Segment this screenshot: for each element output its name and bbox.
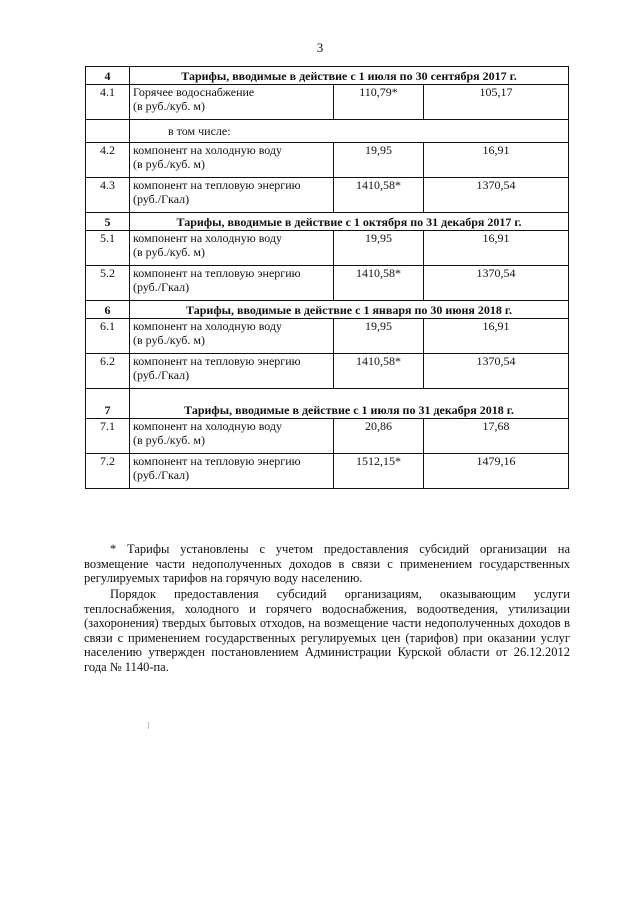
- description-line: (в руб./куб. м): [133, 333, 205, 347]
- row-description: [130, 231, 334, 266]
- tariff-row: [86, 319, 569, 354]
- tariff-row: [86, 454, 569, 489]
- tariff-value-1: 1512,15*: [334, 454, 424, 489]
- description-line: (руб./Гкал): [133, 192, 190, 206]
- row-description: [130, 354, 334, 389]
- row-number: 5.1: [86, 231, 130, 266]
- tariff-value-2: 105,17: [424, 85, 569, 120]
- description-line: (в руб./куб. м): [133, 245, 205, 259]
- section-title: Тарифы, вводимые в действие с 1 июля по 31 декабря 2018 г.: [130, 389, 569, 419]
- tariff-value-1: 110,79*: [334, 85, 424, 120]
- tariff-value-2: 1370,54: [424, 266, 569, 301]
- row-number: 7.1: [86, 419, 130, 454]
- tariffs-table: [85, 66, 569, 489]
- section-header-row: [86, 67, 569, 85]
- tariff-value-1: 1410,58*: [334, 266, 424, 301]
- tariff-value-1: 19,95: [334, 143, 424, 178]
- section-title: Тарифы, вводимые в действие с 1 июля по 30 сентября 2017 г.: [130, 67, 569, 85]
- row-description: [130, 266, 334, 301]
- description-line: (в руб./куб. м): [133, 433, 205, 447]
- tariff-row: [86, 266, 569, 301]
- tariff-value-1: 20,86: [334, 419, 424, 454]
- description-line: компонент на холодную воду: [133, 231, 283, 245]
- row-number: 4.2: [86, 143, 130, 178]
- tariff-value-2: 1479,16: [424, 454, 569, 489]
- section-number: 5: [86, 213, 130, 231]
- subheading-row: [86, 120, 569, 143]
- row-number: 5.2: [86, 266, 130, 301]
- tariff-value-2: 16,91: [424, 143, 569, 178]
- row-number: 4.1: [86, 85, 130, 120]
- tariff-value-1: 1410,58*: [334, 354, 424, 389]
- tariff-value-2: 1370,54: [424, 354, 569, 389]
- page-number: 3: [316, 40, 324, 55]
- description-line: компонент на тепловую энергию: [133, 454, 301, 468]
- tariff-row: [86, 354, 569, 389]
- description-line: Горячее водоснабжение: [133, 85, 255, 99]
- description-line: компонент на холодную воду: [133, 319, 283, 333]
- description-line: (в руб./куб. м): [133, 157, 205, 171]
- section-number: 7: [86, 389, 130, 419]
- tariff-row: [86, 143, 569, 178]
- tariff-value-1: 19,95: [334, 319, 424, 354]
- tariff-value-2: 16,91: [424, 231, 569, 266]
- tariff-row: [86, 231, 569, 266]
- section-header-row: [86, 213, 569, 231]
- row-number: 6.2: [86, 354, 130, 389]
- section-number: 6: [86, 301, 130, 319]
- footnote: * Тарифы установлены с учетом предоставления субсидий организации на возмещение части недополученных доходов в связи с применением государственных регулируемых тарифов на горячую воду населению.: [84, 542, 570, 585]
- tariff-row: [86, 178, 569, 213]
- section-title: Тарифы, вводимые в действие с 1 октября по 31 декабря 2017 г.: [130, 213, 569, 231]
- section-header-row: [86, 301, 569, 319]
- description-line: (руб./Гкал): [133, 368, 190, 382]
- section-number: 4: [86, 67, 130, 85]
- description-line: (руб./Гкал): [133, 280, 190, 294]
- row-description: [130, 319, 334, 354]
- row-number: 6.1: [86, 319, 130, 354]
- tariff-value-1: 19,95: [334, 231, 424, 266]
- tariff-row: [86, 85, 569, 120]
- row-description: [130, 178, 334, 213]
- description-line: компонент на холодную воду: [133, 143, 283, 157]
- description-line: (в руб./куб. м): [133, 99, 205, 113]
- tariff-value-2: 16,91: [424, 319, 569, 354]
- section-title: Тарифы, вводимые в действие с 1 января по 30 июня 2018 г.: [130, 301, 569, 319]
- description-line: (руб./Гкал): [133, 468, 190, 482]
- tariff-value-2: 17,68: [424, 419, 569, 454]
- procedure-paragraph: Порядок предоставления субсидий организациям, оказывающим услуги теплоснабжения, холодного и горячего водоснабжения, водоотведения, утилизации (захоронения) твердых бытовых отходов, на возмещение части недополученных доходов в связи с применением государственных регулируемых цен (тарифов) при оказании услуг населению утвержден постановлением Администрации Курской области от 26.12.2012 года № 1140-па.: [84, 587, 570, 674]
- row-number: 7.2: [86, 454, 130, 489]
- section-header-row: [86, 389, 569, 419]
- scan-mark: [148, 722, 149, 729]
- tariff-value-1: 1410,58*: [334, 178, 424, 213]
- row-description: [130, 419, 334, 454]
- description-line: компонент на тепловую энергию: [133, 266, 301, 280]
- row-description: [130, 85, 334, 120]
- description-line: компонент на тепловую энергию: [133, 178, 301, 192]
- description-line: компонент на холодную воду: [133, 419, 283, 433]
- row-description: [130, 143, 334, 178]
- subheading-label: в том числе:: [130, 120, 569, 143]
- description-line: компонент на тепловую энергию: [133, 354, 301, 368]
- tariff-row: [86, 419, 569, 454]
- tariff-value-2: 1370,54: [424, 178, 569, 213]
- row-description: [130, 454, 334, 489]
- row-number: 4.3: [86, 178, 130, 213]
- empty-cell: [86, 120, 130, 143]
